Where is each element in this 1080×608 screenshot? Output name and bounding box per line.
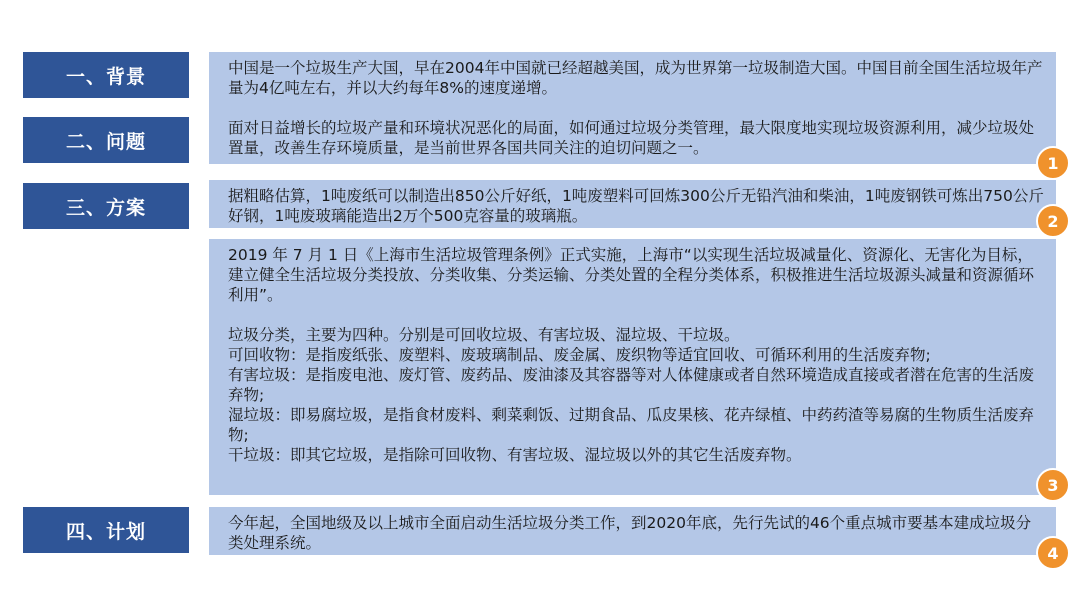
section-label-plan: 四、计划 (23, 507, 189, 553)
badge-number: 2 (1036, 204, 1070, 238)
panel-regulation (209, 239, 1056, 495)
badge-number: 4 (1036, 536, 1070, 570)
panel-plan (209, 507, 1056, 555)
panel-text: 干垃圾：即其它垃圾，是指除可回收物、有害垃圾、湿垃圾以外的其它生活废弃物。 (228, 446, 802, 464)
panel-background-problem (209, 52, 1056, 164)
panel-text: 今年起，全国地级及以上城市全面启动生活垃圾分类工作，到2020年底，先行先试的46个重点城市要基本建成垃圾分类处理系统。 (228, 514, 1032, 552)
panel-text: 有害垃圾：是指废电池、废灯管、废药品、废油漆及其容器等对人体健康或者自然环境造成直接或者潜在危害的生活废弃物; (228, 366, 1035, 404)
badge-number: 3 (1036, 468, 1070, 502)
section-label-background: 一、背景 (23, 52, 189, 98)
section-label-problem: 二、问题 (23, 117, 189, 163)
panel-text: 据粗略估算，1吨废纸可以制造出850公斤好纸，1吨废塑料可回炼300公斤无铅汽油和柴油，1吨废钢铁可炼出750公斤好钢，1吨废玻璃能造出2万个500克容量的玻璃瓶。 (228, 187, 1044, 225)
section-label-solution: 三、方案 (23, 183, 189, 229)
badge-number: 1 (1036, 146, 1070, 180)
panel-text: 2019 年 7 月 1 日《上海市生活垃圾管理条例》正式实施，上海市“以实现生活垃圾减量化、资源化、无害化为目标，建立健全生活垃圾分类投放、分类收集、分类运输、分类处置的全程分类体系，积极推进生活垃圾源头减量和资源循环利用”。 (228, 246, 1035, 304)
panel-solution (209, 180, 1056, 228)
panel-text: 湿垃圾：即易腐垃圾，是指食材废料、剩菜剩饭、过期食品、瓜皮果核、花卉绿植、中药药渣等易腐的生物质生活废弃物; (228, 406, 1035, 444)
panel-text: 可回收物：是指废纸张、废塑料、废玻璃制品、废金属、废织物等适宜回收、可循环利用的生活废弃物; (228, 346, 931, 364)
panel-text: 垃圾分类，主要为四种。分别是可回收垃圾、有害垃圾、湿垃圾、干垃圾。 (228, 326, 740, 344)
panel-text: 中国是一个垃圾生产大国，早在2004年中国就已经超越美国，成为世界第一垃圾制造大国。中国目前全国生活垃圾年产量为4亿吨左右，并以大约每年8%的速度递增。 (228, 59, 1043, 97)
panel-text: 面对日益增长的垃圾产量和环境状况恶化的局面，如何通过垃圾分类管理，最大限度地实现垃圾资源利用，减少垃圾处置量，改善生存环境质量，是当前世界各国共同关注的迫切问题之一。 (228, 119, 1035, 157)
